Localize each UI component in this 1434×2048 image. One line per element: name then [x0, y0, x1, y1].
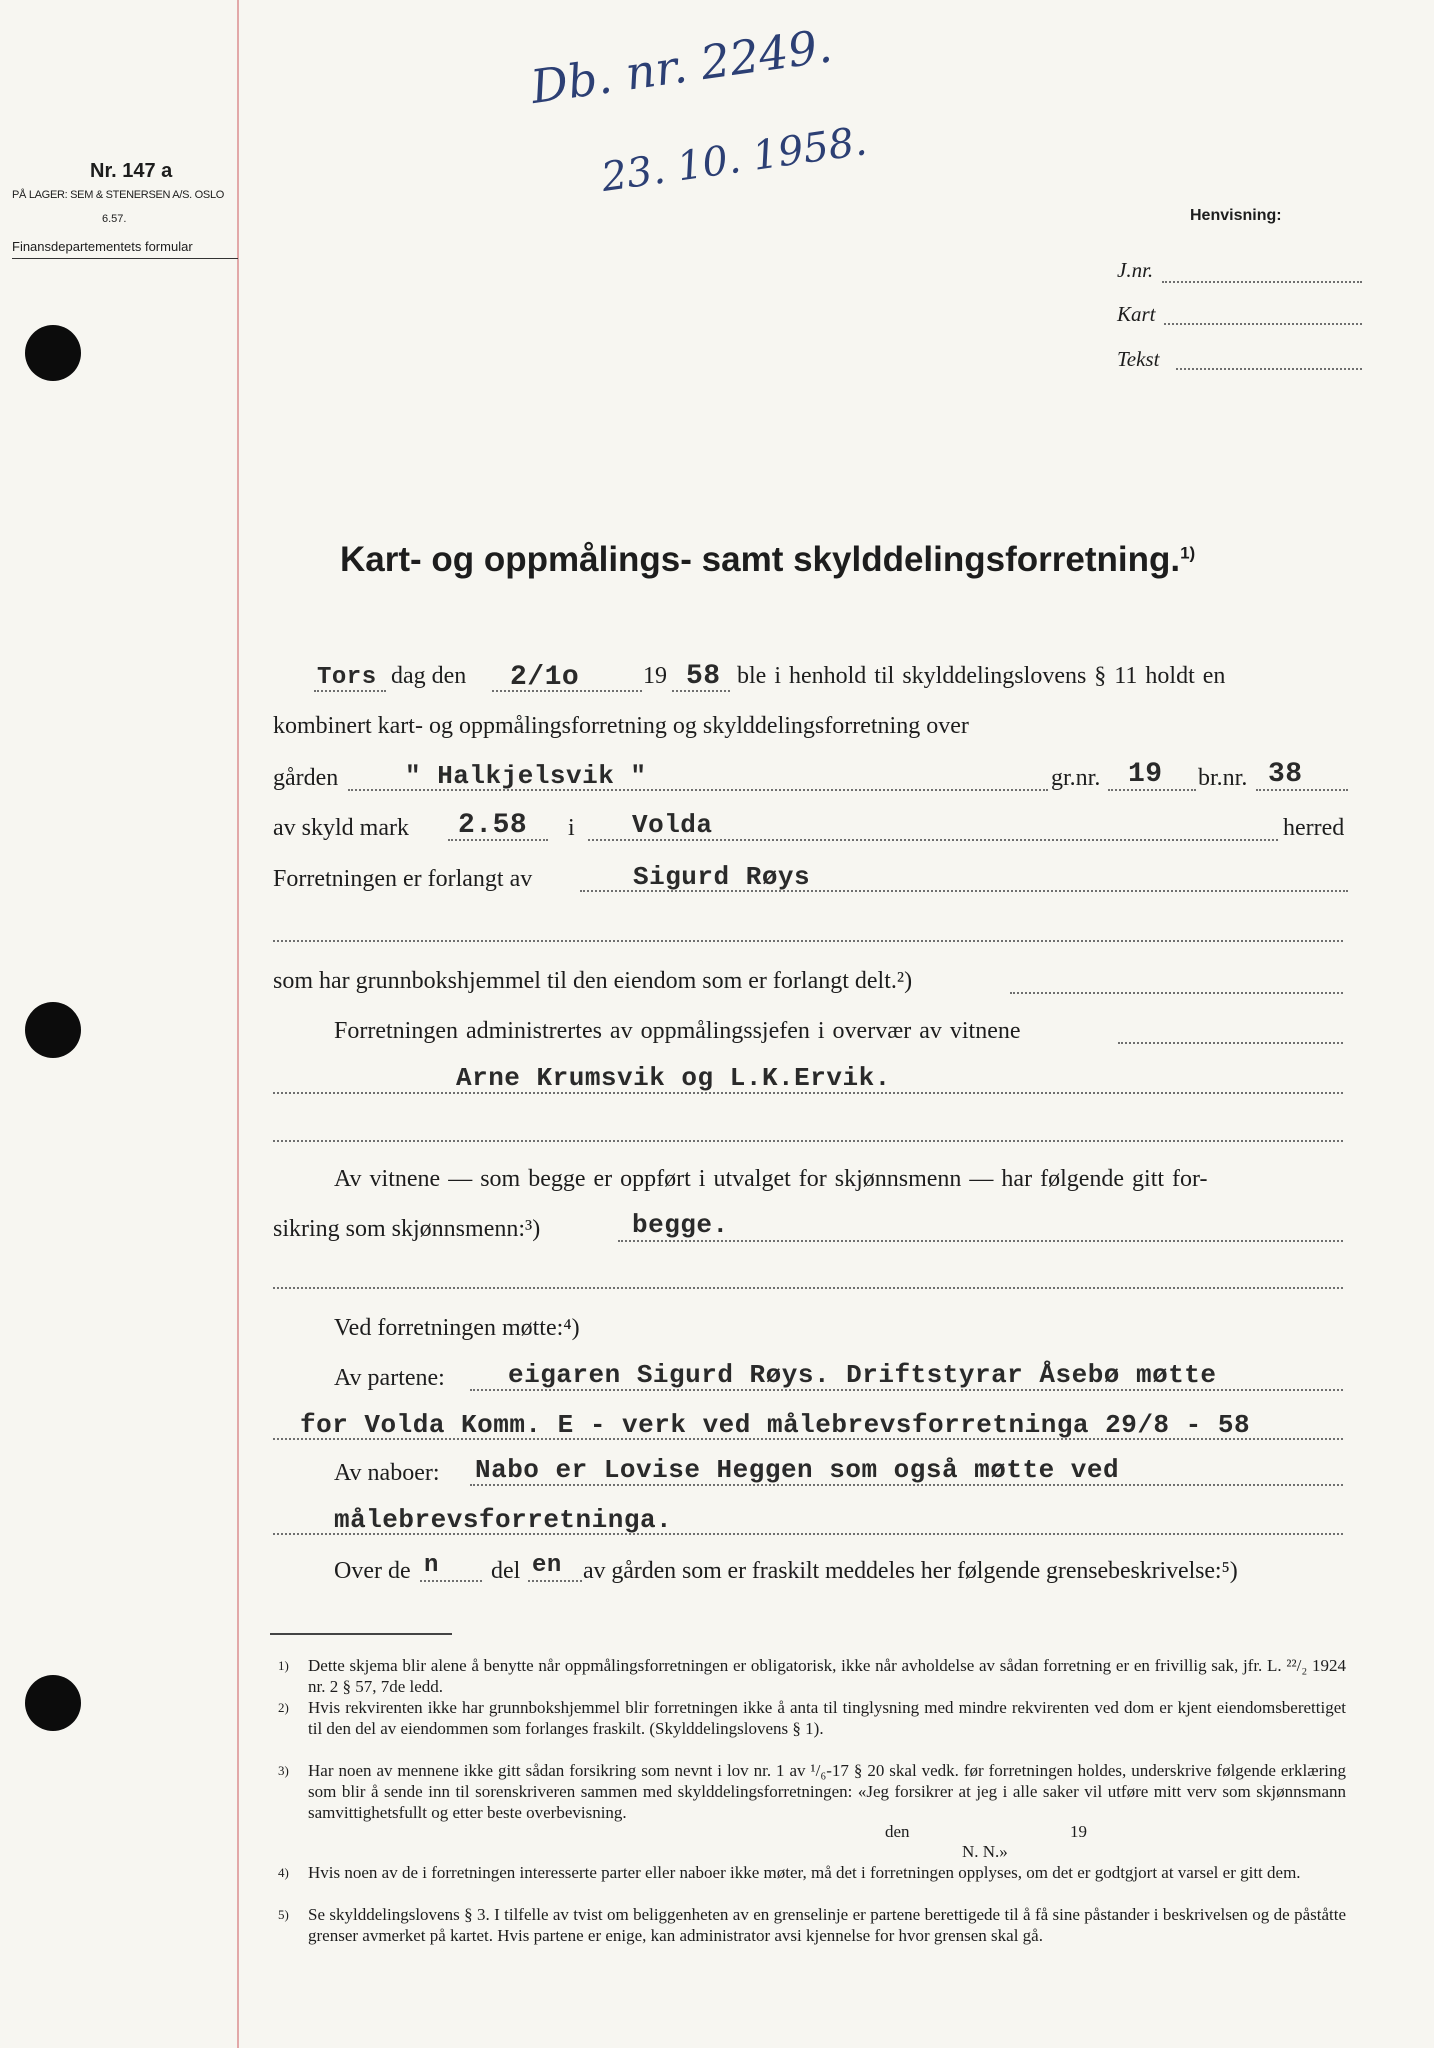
footnote3-den: den: [885, 1822, 910, 1841]
grnr-line: [1108, 789, 1196, 791]
footnote-mark: 4): [278, 1865, 289, 1880]
footnote3-signature: N. N.»: [962, 1842, 1008, 1861]
line1-rest: ble i henhold til skylddelingslovens § 11 holdt en: [737, 663, 1226, 689]
del-line: [528, 1580, 582, 1582]
over-text: Over de: [334, 1558, 411, 1584]
reference-kart-line: [1164, 323, 1362, 325]
typed-parties-1: eigaren Sigurd Røys. Driftstyrar Åsebø møtte: [508, 1360, 1217, 1390]
typed-year: 58: [686, 661, 721, 692]
typed-skyld: 2.58: [458, 810, 528, 841]
requester-line-2: [273, 940, 1343, 942]
skyld-label: av skyld mark: [273, 815, 409, 841]
form-printer: PÅ LAGER: SEM & STENERSEN A/S. OSLO: [12, 189, 225, 201]
met-text: Ved forretningen møtte:⁴): [334, 1315, 580, 1341]
typed-witnesses: Arne Krumsvik og L.K.Ervik.: [456, 1063, 891, 1093]
i-label: i: [568, 815, 575, 841]
assurance-line-2: [273, 1287, 1343, 1289]
requested-label: Forretningen er forlangt av: [273, 866, 533, 892]
typed-assurance: begge.: [632, 1210, 729, 1240]
parties-label: Av partene:: [334, 1365, 445, 1391]
boundary-text: av gården som er fraskilt meddeles her følgende grensebeskrivelse:⁵): [583, 1558, 1238, 1584]
neighbours-line-1: [470, 1484, 1343, 1486]
typed-municipality: Volda: [632, 810, 713, 840]
del-text: del: [491, 1558, 521, 1584]
footnote-4: [278, 1862, 1346, 1883]
punch-hole: [25, 325, 81, 381]
administered-text: Forretningen administrertes av oppmålingssjefen i overvær av vitnene: [334, 1018, 1021, 1044]
form-header: [12, 160, 238, 259]
year-prefix: 19: [643, 663, 667, 689]
typed-grnr: 19: [1128, 759, 1163, 790]
farm-line: [348, 789, 1048, 791]
witness-line2: sikring som skjønnsmenn:³): [273, 1216, 541, 1242]
brnr-line: [1256, 789, 1348, 791]
handwritten-date: 23. 10. 1958.: [598, 118, 870, 201]
typed-brnr: 38: [1268, 759, 1303, 790]
farm-label: gården: [273, 765, 339, 791]
year-line: [672, 690, 730, 692]
reference-tekst-line: [1176, 368, 1362, 370]
page-title-note: 1): [1180, 543, 1196, 563]
day-label: dag den: [391, 663, 467, 689]
grnr-label: gr.nr.: [1051, 765, 1101, 791]
footnote-2: [278, 1697, 1346, 1739]
reference-jnr-line: [1162, 281, 1362, 283]
page-title-text: Kart- og oppmålings- samt skylddelingsforretning.: [340, 540, 1181, 579]
administered-line: [1118, 1042, 1343, 1044]
punch-hole: [25, 1002, 81, 1058]
line2-text: kombinert kart- og oppmålingsforretning og skylddelingsforretning over: [273, 713, 969, 739]
typed-date: 2/1o: [510, 662, 580, 693]
footnote-separator: [270, 1633, 452, 1635]
reference-title: Henvisning:: [1190, 207, 1282, 224]
footnote-3: [278, 1760, 1346, 1823]
municipality-line: [588, 839, 1278, 841]
grunnbok-line: [1010, 992, 1343, 994]
footnote-text: Hvis rekvirenten ikke har grunnbokshjemmel blir forretningen ikke å anta til tinglysning med mindre rekvirenten ved dom er kjent eiendomsberettiget til den del av eiendommen som forlanges fraskilt. (Skylddelingslovens § 1).: [308, 1698, 1346, 1738]
neighbours-label: Av naboer:: [334, 1460, 440, 1486]
typed-neighbours-1: Nabo er Lovise Heggen som også møtte ved: [475, 1455, 1120, 1485]
de-line: [420, 1580, 482, 1582]
typed-neighbours-2: målebrevsforretninga.: [334, 1505, 673, 1535]
typed-requester: Sigurd Røys: [633, 862, 811, 892]
footnote3-year: 19: [1070, 1822, 1087, 1841]
neighbours-line-2: [273, 1533, 1343, 1535]
grunnbok-text: som har grunnbokshjemmel til den eiendom som er forlangt delt.²): [273, 968, 913, 994]
reference-kart-label: Kart: [1117, 302, 1156, 326]
footnote-mark: 5): [278, 1907, 289, 1922]
typed-farm: " Halkjelsvik ": [405, 761, 647, 791]
form-edition: 6.57.: [102, 213, 127, 225]
punch-hole: [25, 1675, 81, 1731]
form-number: Nr. 147 a: [90, 160, 173, 182]
date-line: [492, 690, 642, 692]
witness-line1: Av vitnene — som begge er oppført i utvalget for skjønnsmenn — har følgende gitt for-: [334, 1166, 1208, 1192]
witnesses-line-2: [273, 1140, 1343, 1142]
weekday-line: [314, 690, 386, 692]
footnote-text: Har noen av mennene ikke gitt sådan forsikring som nevnt i lov nr. 1 av ¹/₆-17 § 20 skal vedk. før forretningen holdes, underskrive følgende erklæring som blir å sende inn til sorenskriveren sammen med skylddelingsforretningen: «Jeg forsikrer at jeg i alle saker vil utføre mitt verv som skjønnsmann samvittighetsfullt og etter beste overbevisning.: [308, 1761, 1346, 1822]
footnote-text: Hvis noen av de i forretningen interesserte parter eller naboer ikke møter, må det i forretningen opplyses, om det er godtgjort at varsel er gitt dem.: [308, 1863, 1301, 1882]
typed-weekday: Tors: [317, 664, 377, 691]
footnote-5: [278, 1904, 1346, 1946]
reference-tekst-label: Tekst: [1117, 347, 1160, 371]
skyld-line: [448, 839, 548, 841]
parties-line-1: [470, 1389, 1343, 1391]
footnote-mark: 1): [278, 1658, 289, 1673]
footnote-1: [278, 1655, 1346, 1697]
parties-line-2: [273, 1438, 1343, 1440]
margin-rule: [237, 0, 239, 2048]
footnote-text: Dette skjema blir alene å benytte når oppmålingsforretningen er obligatorisk, ikke når avholdelse av sådan forretning er en frivillig sak, jfr. L. ²²/₂ 1924 nr. 2 § 57, 7de ledd.: [308, 1656, 1346, 1696]
footnote-mark: 3): [278, 1763, 289, 1778]
handwritten-doc-number: Db. nr. 2249.: [527, 18, 836, 115]
footnote-text: Se skylddelingslovens § 3. I tilfelle av tvist om beliggenheten av en grenselinje er partene berettigede til å få sine påstander i beskrivelsen og de påståtte grenser avmerket på kartet. Hvis partene er enige, kan administrator avsi kjennelse for hvor grensen skal gå.: [308, 1905, 1346, 1945]
page-title: [340, 540, 1195, 580]
herred-label: herred: [1283, 815, 1345, 841]
typed-de-suffix: n: [424, 1552, 439, 1579]
witnesses-line: [273, 1092, 1343, 1094]
typed-parties-2: for Volda Komm. E - verk ved målebrevsforretninga 29/8 - 58: [300, 1410, 1251, 1440]
brnr-label: br.nr.: [1198, 765, 1248, 791]
typed-del-suffix: en: [532, 1552, 562, 1579]
reference-jnr-label: J.nr.: [1117, 258, 1154, 282]
footnote-mark: 2): [278, 1700, 289, 1715]
assurance-line: [618, 1240, 1343, 1242]
requester-line: [580, 890, 1348, 892]
form-department: Finansdepartementets formular: [12, 239, 238, 259]
